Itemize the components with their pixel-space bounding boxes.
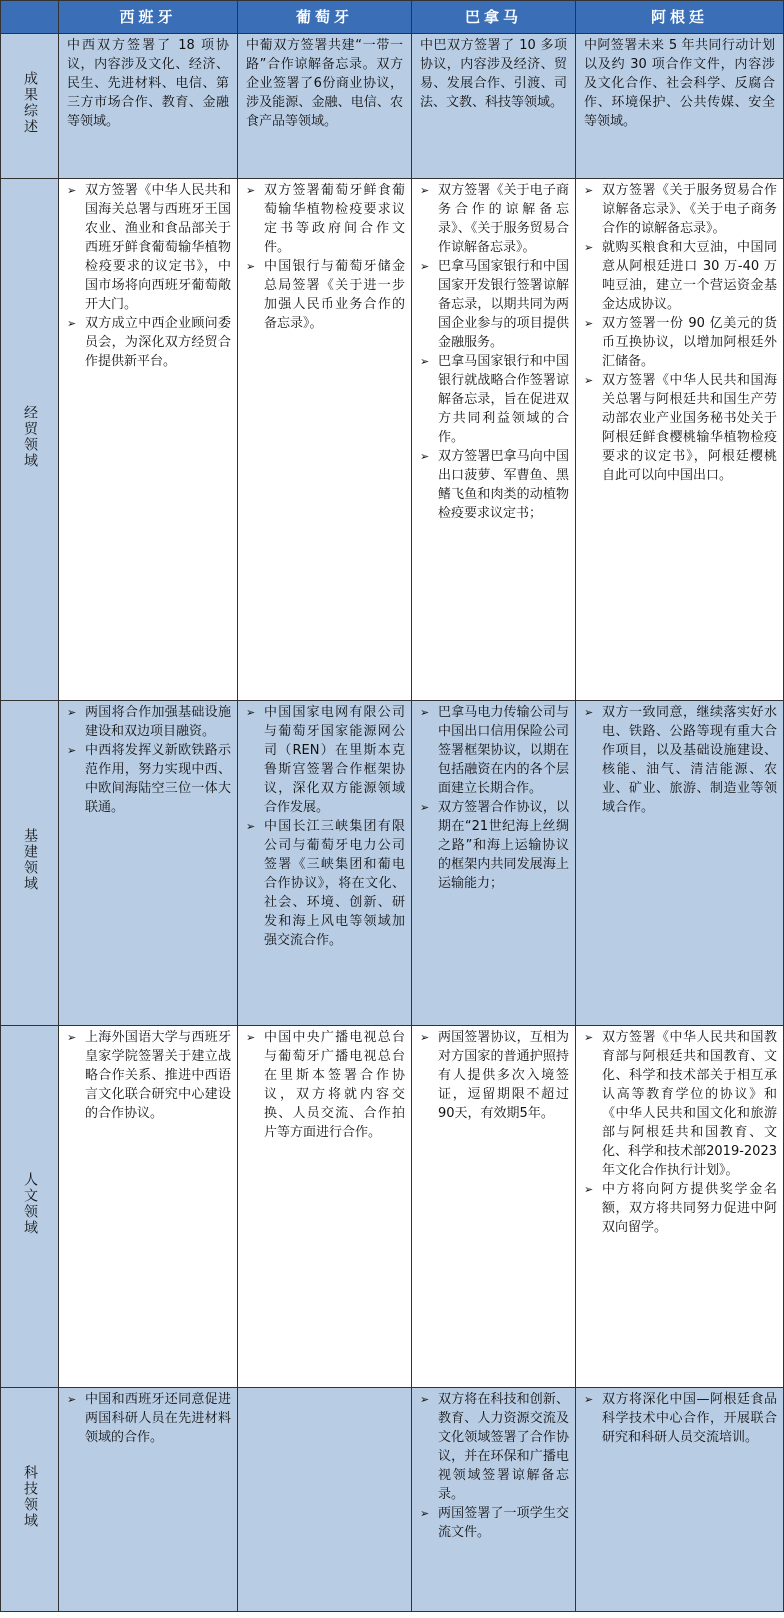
list-item-text: 巴拿马电力传输公司与中国出口信用保险公司签署框架协议，以期在包括融资在内的各个层面建立长期合作。 [438, 705, 569, 796]
arrow-triangle-icon: ➢ [246, 184, 256, 197]
table-cell [412, 179, 576, 701]
table-cell [59, 701, 238, 1026]
list-item-text: 中国中央广播电视总台与葡萄牙广播电视总台在里斯本签署合作协议，双方将就内容交换、人员交流、合作拍片等方面进行合作。 [264, 1030, 405, 1140]
list-item [582, 371, 777, 485]
list-item [65, 741, 231, 817]
bullet-list [244, 1028, 405, 1142]
arrow-triangle-icon: ➢ [67, 317, 77, 330]
arrow-triangle-icon: ➢ [420, 184, 430, 197]
list-item-text: 中国国家电网有限公司与葡萄牙国家能源网公司（REN）在里斯本克鲁斯宫签署合作框架协议，深化双方能源领域合作发展。 [264, 705, 405, 815]
bullet-list [582, 1028, 777, 1237]
list-item-text: 双方签署巴拿马向中国出口菠萝、军曹鱼、黑鳍飞鱼和肉类的动植物检疫要求议定书； [438, 449, 569, 521]
row-label-cell [1, 34, 59, 179]
list-item [244, 817, 405, 950]
list-item [65, 1390, 231, 1447]
list-item-text: 巴拿马国家银行和中国银行就战略合作签署谅解备忘录，旨在促进双方共同利益领域的合作。 [438, 354, 569, 445]
arrow-triangle-icon: ➢ [584, 1031, 594, 1044]
arrow-triangle-icon: ➢ [420, 355, 430, 368]
list-item-text: 两国签署协议，互相为对方国家的普通护照持有人提供多次入境签证，逗留期限不超过90天，有效期5年。 [438, 1030, 569, 1121]
row-summary [1, 34, 784, 179]
list-item-text: 巴拿马国家银行和中国国家开发银行签署谅解备忘录，以期共同为两国企业参与的项目提供金融服务。 [438, 259, 569, 350]
arrow-triangle-icon: ➢ [584, 184, 594, 197]
bullet-list [418, 1028, 569, 1123]
row-science-tech [1, 1388, 784, 1612]
bullet-list [582, 1390, 777, 1447]
list-item [418, 352, 569, 447]
table-cell: 中阿签署未来 5 年共同行动计划以及约 30 项合作文件，内容涉及文化合作、社会科学、反腐合作、环境保护、公共传媒、安全等领域。 [576, 34, 784, 179]
bullet-list [582, 703, 777, 817]
header-row [1, 1, 784, 34]
list-item-text: 双方成立中西企业顾问委员会，为深化双方经贸合作提供新平台。 [85, 316, 231, 369]
table-cell [59, 1026, 238, 1388]
list-item [582, 1180, 777, 1237]
arrow-triangle-icon: ➢ [246, 1031, 256, 1044]
list-item-text: 两国签署了一项学生交流文件。 [438, 1506, 569, 1540]
arrow-triangle-icon: ➢ [67, 1031, 77, 1044]
list-item-text: 双方签署《关于服务贸易合作谅解备忘录》、《关于电子商务合作的谅解备忘录》。 [602, 183, 777, 236]
list-item [418, 181, 569, 257]
arrow-triangle-icon: ➢ [246, 820, 256, 833]
list-item-text: 双方签署《关于电子商务合作的谅解备忘录》、《关于服务贸易合作谅解备忘录》。 [438, 183, 569, 255]
arrow-triangle-icon: ➢ [246, 260, 256, 273]
list-item [65, 314, 231, 371]
row-culture [1, 1026, 784, 1388]
list-item-text: 双方签署《中华人民共和国海关总署与阿根廷共和国生产劳动部农业产业国务秘书处关于阿根廷鲜食樱桃输华植物检疫要求的议定书》，阿根廷樱桃自此可以向中国出口。 [602, 373, 777, 483]
table-cell: 中葡双方签署共建“一带一路”合作谅解备忘录。双方企业签署了6份商业协议，涉及能源、金融、电信、农食产品等领域。 [238, 34, 412, 179]
table-cell [576, 179, 784, 701]
row-label-cell [1, 1388, 59, 1612]
list-item-text: 双方签署葡萄牙鲜食葡萄输华植物检疫要求议定书等政府间合作文件。 [264, 183, 405, 255]
arrow-triangle-icon: ➢ [584, 1393, 594, 1406]
list-item [418, 1504, 569, 1542]
table-cell [412, 1388, 576, 1612]
corner-cell [1, 1, 59, 34]
row-label: 人文领域 [22, 1171, 38, 1236]
list-item-text: 上海外国语大学与西班牙皇家学院签署关于建立战略合作关系、推进中西语言文化联合研究中心建设的合作协议。 [85, 1030, 231, 1121]
list-item-text: 双方签署一份 90 亿美元的货币互换协议，以增加阿根廷外汇储备。 [602, 316, 777, 369]
list-item [418, 1028, 569, 1123]
arrow-triangle-icon: ➢ [246, 706, 256, 719]
table-cell [412, 701, 576, 1026]
list-item-text: 双方一致同意，继续落实好水电、铁路、公路等现有重大合作项目，以及基础设施建设、核能、油气、清洁能源、农业、矿业、旅游、制造业等领域合作。 [602, 705, 777, 815]
bullet-list [418, 1390, 569, 1542]
list-item [582, 1390, 777, 1447]
bullet-list [244, 703, 405, 950]
list-item [244, 257, 405, 333]
bullet-list [65, 703, 231, 817]
row-infrastructure [1, 701, 784, 1026]
list-item [582, 314, 777, 371]
list-item [582, 703, 777, 817]
list-item [418, 798, 569, 893]
bullet-list [244, 181, 405, 333]
country-header-argentina: 阿根廷 [576, 1, 784, 34]
row-label: 基建领域 [22, 828, 38, 892]
list-item-text: 中国和西班牙还同意促进两国科研人员在先进材料领域的合作。 [85, 1392, 231, 1445]
arrow-triangle-icon: ➢ [67, 744, 77, 757]
list-item-text: 就购买粮食和大豆油，中国同意从阿根廷进口 30 万-40 万吨豆油，建立一个营运资金基金达成协议。 [602, 240, 777, 312]
list-item-text: 中国银行与葡萄牙储金总局签署《关于进一步加强人民币业务合作的备忘录》。 [264, 259, 405, 331]
row-label-cell [1, 701, 59, 1026]
bullet-list [65, 1390, 231, 1447]
table-cell: 中巴双方签署了 10 多项协议，内容涉及经济、贸易、发展合作、引渡、司法、文教、科技等领域。 [412, 34, 576, 179]
table-cell [59, 1388, 238, 1612]
bullet-list [65, 1028, 231, 1123]
table-cell [238, 701, 412, 1026]
list-item [418, 1390, 569, 1504]
bullet-list [418, 181, 569, 523]
list-item [244, 181, 405, 257]
arrow-triangle-icon: ➢ [420, 1031, 430, 1044]
arrow-triangle-icon: ➢ [420, 801, 430, 814]
list-item-text: 中方将向阿方提供奖学金名额，双方将共同努力促进中阿双向留学。 [602, 1182, 777, 1235]
arrow-triangle-icon: ➢ [584, 706, 594, 719]
list-item-text: 双方签署《中华人民共和国教育部与阿根廷共和国教育、文化、科学和技术部关于相互承认高等教育学位的协议》和《中华人民共和国文化和旅游部与阿根廷共和国教育、文化、科学和技术部2019-2023年文化合作执行计划》。 [602, 1030, 777, 1178]
arrow-triangle-icon: ➢ [67, 706, 77, 719]
row-label: 经贸领域 [22, 404, 38, 469]
row-label-cell [1, 1026, 59, 1388]
list-item [418, 257, 569, 352]
table-cell [412, 1026, 576, 1388]
country-header-panama: 巴拿马 [412, 1, 576, 34]
list-item [582, 181, 777, 238]
row-economy-trade [1, 179, 784, 701]
table-cell [238, 1026, 412, 1388]
list-item-text: 中国长江三峡集团有限公司与葡萄牙电力公司签署《三峡集团和葡电合作协议》，将在文化、社会、环境、创新、研发和海上风电等领域加强交流合作。 [264, 819, 405, 948]
bullet-list [582, 181, 777, 485]
list-item-text: 双方签署合作协议，以期在“21世纪海上丝绸之路”和海上运输协议的框架内共同发展海上运输能力； [438, 800, 569, 891]
arrow-triangle-icon: ➢ [67, 184, 77, 197]
row-label: 成果综述 [22, 71, 38, 135]
list-item [582, 238, 777, 314]
bullet-list [418, 703, 569, 893]
table-cell [238, 179, 412, 701]
list-item [244, 703, 405, 817]
list-item [582, 1028, 777, 1180]
arrow-triangle-icon: ➢ [584, 241, 594, 254]
list-item [244, 1028, 405, 1142]
table-cell [238, 1388, 412, 1612]
row-label: 科技领域 [22, 1464, 38, 1529]
arrow-triangle-icon: ➢ [420, 1507, 430, 1520]
table-cell [576, 701, 784, 1026]
list-item-text: 中西将发挥义新欧铁路示范作用，努力实现中西、中欧间海陆空三位一体大联通。 [85, 743, 231, 815]
arrow-triangle-icon: ➢ [584, 317, 594, 330]
arrow-triangle-icon: ➢ [420, 1393, 430, 1406]
table-cell [576, 1026, 784, 1388]
arrow-triangle-icon: ➢ [420, 260, 430, 273]
arrow-triangle-icon: ➢ [584, 1183, 594, 1196]
list-item [65, 703, 231, 741]
bullet-list [65, 181, 231, 371]
country-header-portugal: 葡萄牙 [238, 1, 412, 34]
table-cell: 中西双方签署了 18 项协议，内容涉及文化、经济、民生、先进材料、电信、第三方市场合作、教育、金融等领域。 [59, 34, 238, 179]
list-item [418, 703, 569, 798]
country-header-spain: 西班牙 [59, 1, 238, 34]
list-item-text: 双方将在科技和创新、教育、人力资源交流及文化领域签署了合作协议，并在环保和广播电视领域签署谅解备忘录。 [438, 1392, 569, 1502]
arrow-triangle-icon: ➢ [584, 374, 594, 387]
list-item-text: 两国将合作加强基础设施建设和双边项目融资。 [85, 705, 231, 739]
list-item [418, 447, 569, 523]
list-item-text: 双方将深化中国—阿根廷食品科学技术中心合作，开展联合研究和科研人员交流培训。 [602, 1392, 777, 1445]
list-item-text: 双方签署《中华人民共和国海关总署与西班牙王国农业、渔业和食品部关于西班牙鲜食葡萄输华植物检疫要求的议定书》，中国市场将向西班牙葡萄敞开大门。 [85, 183, 231, 312]
arrow-triangle-icon: ➢ [420, 706, 430, 719]
list-item [65, 1028, 231, 1123]
row-label-cell [1, 179, 59, 701]
table-cell [576, 1388, 784, 1612]
list-item [65, 181, 231, 314]
arrow-triangle-icon: ➢ [67, 1393, 77, 1406]
arrow-triangle-icon: ➢ [420, 450, 430, 463]
table-cell [59, 179, 238, 701]
